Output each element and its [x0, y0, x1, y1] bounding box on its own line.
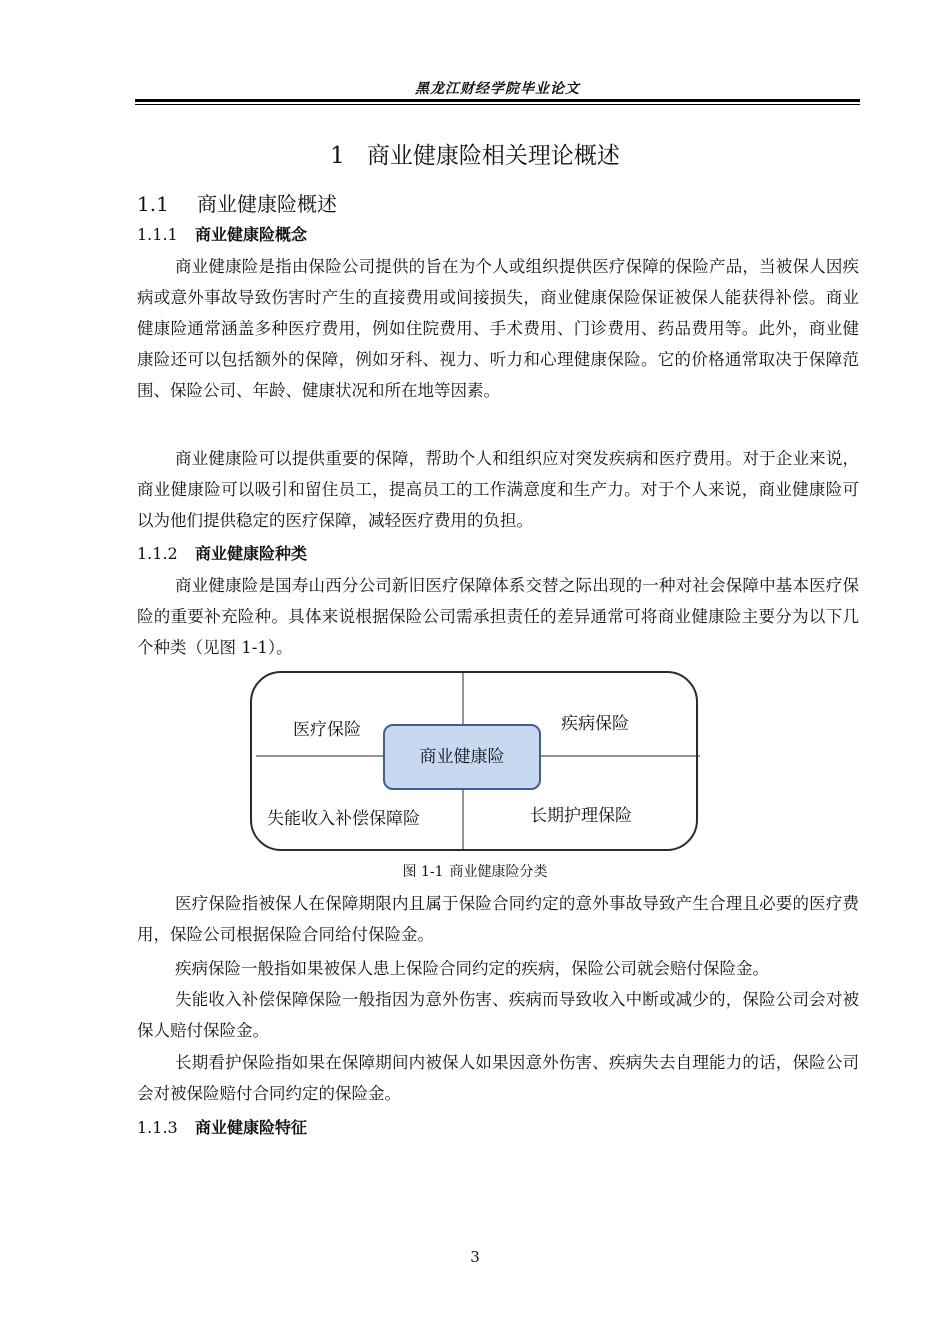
classification-diagram [248, 670, 700, 852]
paragraph-long-term-care: 长期看护保险指如果在保障期间内被保人如果因意外伤害、疾病失去自理能力的话，保险公司会对被保险赔付合同约定的保险金。 [137, 1053, 859, 1103]
paragraph-importance: 商业健康险可以提供重要的保障，帮助个人和组织应对突发疾病和医疗费用。对于企业来说，商业健康险可以吸引和留住员工，提高员工的工作满意度和生产力。对于个人来说，商业健康险可以为他们提供稳定的医疗保障，减轻医疗费用的负担。 [137, 449, 859, 530]
header-title: 黑龙江财经学院毕业论文 [415, 81, 580, 97]
chapter-heading [0, 137, 950, 170]
label-center-commercial-health: 商业健康险 [419, 747, 505, 767]
label-disability-income: 失能收入补偿保障险 [267, 809, 420, 829]
paragraph-disease: 疾病保险一般指如果被保人患上保险合同约定的疾病，保险公司就会赔付保险金。 [175, 959, 769, 978]
subsection-heading-1-1-3 [137, 1115, 307, 1138]
chapter-number: 1 [330, 143, 345, 169]
figure-caption-text: 商业健康险分类 [449, 864, 548, 880]
paragraph-concept: 商业健康险是指由保险公司提供的旨在为个人或组织提供医疗保障的保险产品，当被保人因疾病或意外事故导致伤害时产生的直接费用或间接损失，商业健康保险保证被保人能获得补偿。商业健康险通常涵盖多种医疗费用，例如住院费用、手术费用、门诊费用、药品费用等。此外，商业健康险还可以包括额外的保障，例如牙科、视力、听力和心理健康保险。它的价格通常取决于保障范围、保险公司、年龄、健康状况和所在地等因素。 [137, 257, 859, 400]
label-long-term-care: 长期护理保险 [530, 806, 632, 826]
subsection-number: 1.1.1 [137, 225, 178, 244]
paragraph-types-intro: 商业健康险是国寿山西分公司新旧医疗保障体系交替之际出现的一种对社会保障中基本医疗保险的重要补充险种。具体来说根据保险公司需承担责任的差异通常可将商业健康险主要分为以下几个种类（见图 1-1）。 [137, 576, 859, 657]
label-medical-insurance: 医疗保险 [293, 720, 361, 740]
paragraph-disability: 失能收入补偿保障保险一般指因为意外伤害、疾病而导致收入中断或减少的，保险公司会对被保人赔付保险金。 [137, 990, 859, 1040]
subsection-heading-1-1-2 [137, 541, 307, 564]
subsection-number: 1.1.2 [137, 544, 178, 563]
header-rule-thin [135, 104, 860, 105]
section-title: 商业健康险概述 [197, 192, 337, 216]
subsection-title: 商业健康险特征 [195, 1118, 308, 1137]
section-heading-1-1 [137, 188, 337, 217]
section-number: 1.1 [137, 192, 169, 216]
paragraph-medical: 医疗保险指被保人在保障期限内且属于保险合同约定的意外事故导致产生合理且必要的医疗费用，保险公司根据保险合同给付保险金。 [137, 894, 859, 944]
figure-caption [0, 861, 950, 881]
subsection-heading-1-1-1 [137, 222, 307, 245]
label-disease-insurance: 疾病保险 [561, 714, 629, 734]
subsection-number: 1.1.3 [137, 1118, 178, 1137]
header-rule-thick [135, 99, 860, 102]
page-number: 3 [470, 1248, 480, 1266]
figure-caption-number: 图 1-1 [402, 864, 444, 880]
subsection-title: 商业健康险概念 [195, 225, 308, 244]
subsection-title: 商业健康险种类 [195, 544, 308, 563]
chapter-title: 商业健康险相关理论概述 [366, 143, 620, 169]
